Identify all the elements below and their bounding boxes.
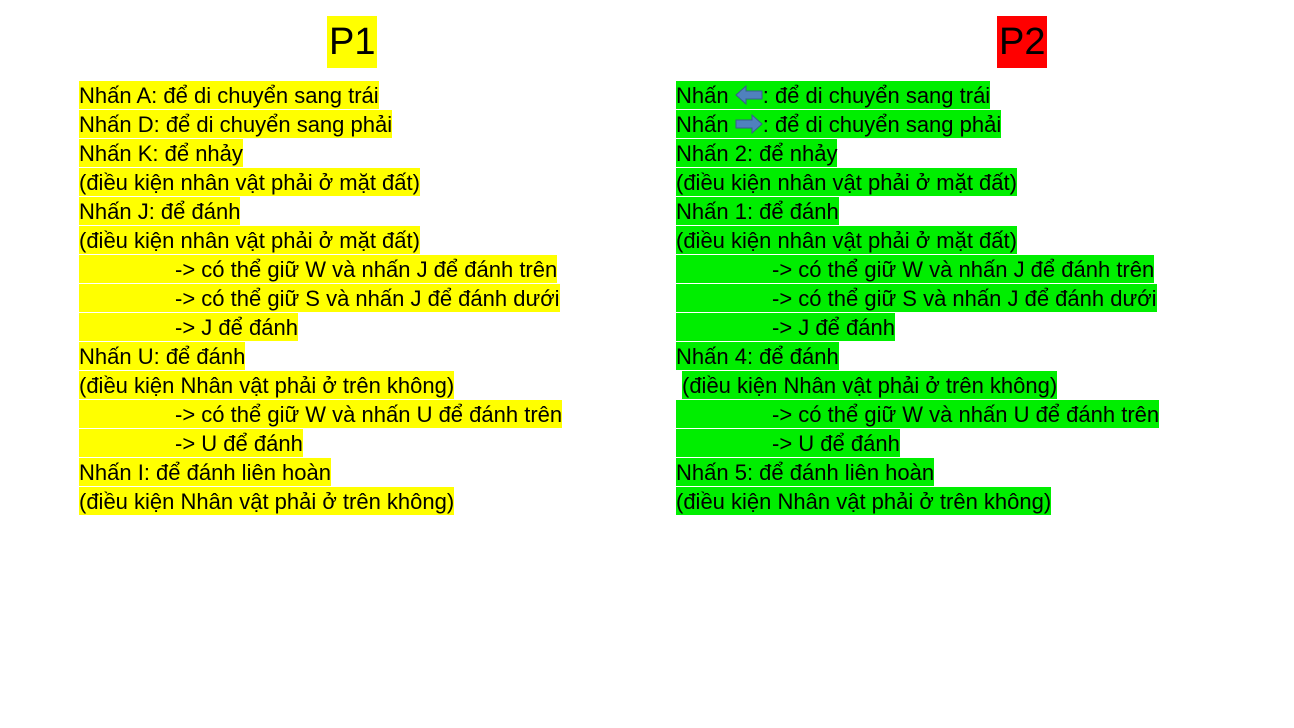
- p1-title: P1: [327, 16, 377, 68]
- indent: [79, 255, 175, 283]
- p1-line: [79, 400, 562, 429]
- p1-move-right-text: Nhấn D: để di chuyển sang phải: [79, 112, 393, 137]
- p1-attack-condition-text: (điều kiện nhân vật phải ở mặt đất): [79, 228, 420, 253]
- p1-jump-condition-text: (điều kiện nhân vật phải ở mặt đất): [79, 170, 420, 195]
- p1-line: [79, 255, 562, 284]
- p1-line: [79, 458, 562, 487]
- p2-line: [676, 487, 1159, 516]
- p2-combo-condition-text: (điều kiện Nhân vật phải ở trên không): [676, 489, 1052, 514]
- p1-air-attack-up-text: -> có thể giữ W và nhấn U để đánh trên: [175, 402, 563, 427]
- p1-line: [79, 81, 562, 110]
- indent: [676, 400, 772, 428]
- p1-air-attack-text: Nhấn U: để đánh: [79, 344, 246, 369]
- p1-combo-condition-text: (điều kiện Nhân vật phải ở trên không): [79, 489, 455, 514]
- p2-move-left-text: [676, 81, 990, 109]
- p1-attack-basic-text: -> J để đánh: [175, 315, 298, 340]
- indent: [79, 284, 175, 312]
- p2-line: [676, 226, 1159, 255]
- right-arrow-icon: [735, 114, 763, 134]
- p2-move-right-suffix: : để di chuyển sang phải: [762, 112, 1002, 137]
- indent: [79, 313, 175, 341]
- p2-air-attack-condition-text: (điều kiện Nhân vật phải ở trên không): [682, 373, 1058, 398]
- indent: [79, 400, 175, 428]
- p2-air-attack-basic-text: -> U để đánh: [772, 431, 900, 456]
- p1-jump-text: Nhấn K: để nhảy: [79, 141, 243, 166]
- indent: [79, 429, 175, 457]
- p2-air-attack-text: Nhấn 4: để đánh: [676, 344, 839, 369]
- p1-combo-text: Nhấn I: để đánh liên hoàn: [79, 460, 331, 485]
- left-arrow-icon: [735, 85, 763, 105]
- p2-line: [676, 342, 1159, 371]
- p2-move-right-prefix: Nhấn: [676, 112, 735, 137]
- p2-line: [676, 458, 1159, 487]
- p2-line: [676, 313, 1159, 342]
- p1-line: [79, 313, 562, 342]
- p1-line: [79, 284, 562, 313]
- p2-line: [676, 81, 1159, 110]
- p2-attack-basic-text: -> J để đánh: [772, 315, 895, 340]
- p2-controls-list: [676, 81, 1159, 516]
- p1-air-attack-condition-text: (điều kiện Nhân vật phải ở trên không): [79, 373, 455, 398]
- p2-air-attack-up-text: -> có thể giữ W và nhấn U để đánh trên: [772, 402, 1160, 427]
- p2-move-left-prefix: Nhấn: [676, 83, 735, 108]
- p1-attack-down-text: -> có thể giữ S và nhấn J để đánh dưới: [175, 286, 560, 311]
- p1-line: [79, 110, 562, 139]
- indent: [676, 313, 772, 341]
- p2-attack-text: Nhấn 1: để đánh: [676, 199, 839, 224]
- p1-line: [79, 487, 562, 516]
- p2-line: [676, 400, 1159, 429]
- p2-attack-condition-text: (điều kiện nhân vật phải ở mặt đất): [676, 228, 1017, 253]
- indent: [676, 284, 772, 312]
- p2-line: [676, 110, 1159, 139]
- p2-line: [676, 139, 1159, 168]
- p2-line: [676, 284, 1159, 313]
- p1-controls-list: [79, 81, 562, 516]
- p2-move-right-text: [676, 110, 1001, 138]
- p2-jump-condition-text: (điều kiện nhân vật phải ở mặt đất): [676, 170, 1017, 195]
- p2-move-left-suffix: : để di chuyển sang trái: [762, 83, 991, 108]
- p1-line: [79, 371, 562, 400]
- p2-attack-up-text: -> có thể giữ W và nhấn J để đánh trên: [772, 257, 1155, 282]
- p2-combo-text: Nhấn 5: để đánh liên hoàn: [676, 460, 935, 485]
- p1-line: [79, 139, 562, 168]
- p1-line: [79, 342, 562, 371]
- p2-line: [676, 255, 1159, 284]
- p2-line: [676, 197, 1159, 226]
- p1-air-attack-basic-text: -> U để đánh: [175, 431, 303, 456]
- p2-jump-text: Nhấn 2: để nhảy: [676, 141, 838, 166]
- indent: [676, 255, 772, 283]
- indent: [676, 429, 772, 457]
- p1-line: [79, 197, 562, 226]
- p1-line: [79, 429, 562, 458]
- p1-attack-text: Nhấn J: để đánh: [79, 199, 241, 224]
- p1-line: [79, 226, 562, 255]
- p2-line: [676, 429, 1159, 458]
- p1-attack-up-text: -> có thể giữ W và nhấn J để đánh trên: [175, 257, 558, 282]
- p2-attack-down-text: -> có thể giữ S và nhấn J để đánh dưới: [772, 286, 1157, 311]
- p2-line: [676, 371, 1159, 400]
- p2-title: P2: [997, 16, 1047, 68]
- p1-move-left-text: Nhấn A: để di chuyển sang trái: [79, 83, 379, 108]
- p2-line: [676, 168, 1159, 197]
- p1-line: [79, 168, 562, 197]
